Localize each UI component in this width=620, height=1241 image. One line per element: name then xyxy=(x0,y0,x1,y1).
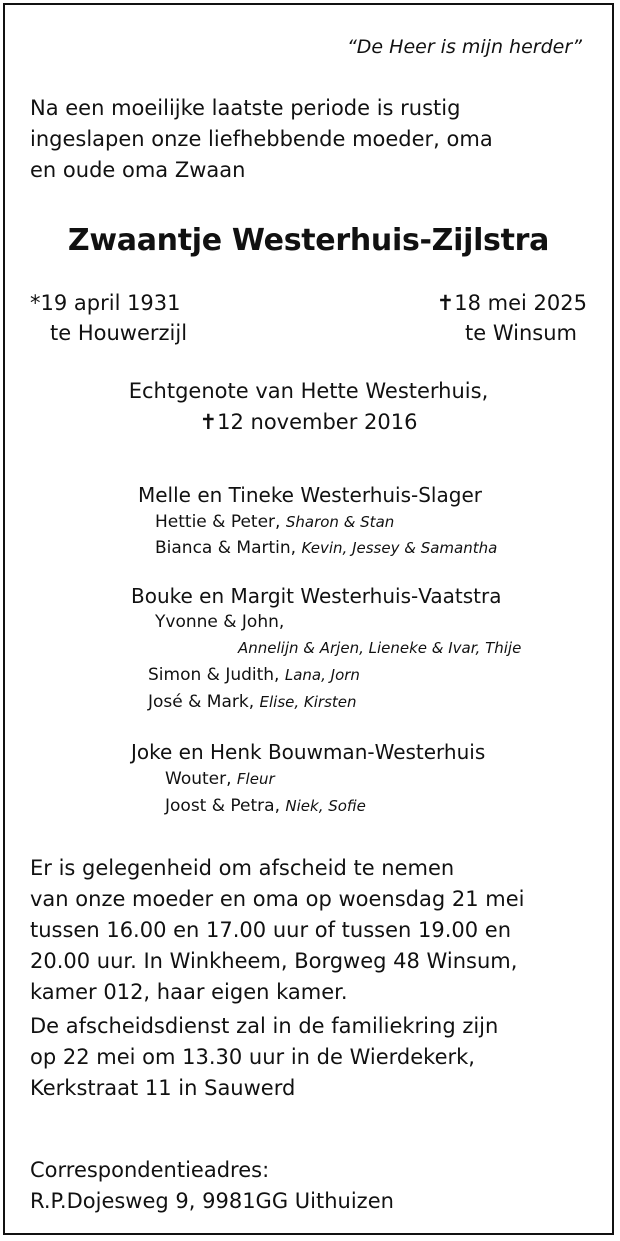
grandchildren: Kevin, Jessey & Samantha xyxy=(301,539,498,557)
service-line: Kerkstraat 11 in Sauwerd xyxy=(30,1076,296,1100)
birth-date: *19 april 1931 xyxy=(30,291,181,315)
family-member xyxy=(155,512,394,532)
parents: José & Mark, xyxy=(148,692,255,712)
grandchildren: Lana, Jorn xyxy=(284,666,360,684)
intro-text xyxy=(30,93,493,186)
correspondence-address: R.P.Dojesweg 9, 9981GG Uithuizen xyxy=(30,1189,394,1213)
family-member xyxy=(165,769,275,789)
parents: Simon & Judith, xyxy=(148,665,280,685)
intro-line: Na een moeilijke laatste periode is rustig xyxy=(30,96,461,120)
parents: Hettie & Peter, xyxy=(155,512,281,532)
grandchildren: Niek, Sofie xyxy=(285,797,366,815)
grandchildren: Annelijn & Arjen, Lieneke & Ivar, Thije xyxy=(238,639,522,657)
farewell-line: 20.00 uur. In Winkheem, Borgweg 48 Winsum, xyxy=(30,949,518,973)
family-member-parents: Yvonne & John, xyxy=(155,612,285,632)
correspondence-label: Correspondentieadres: xyxy=(30,1158,270,1182)
parents: Wouter, xyxy=(165,769,232,789)
family-head: Bouke en Margit Westerhuis‑Vaatstra xyxy=(131,584,502,608)
spouse-death-date: ✝12 november 2016 xyxy=(199,410,418,434)
birth-place: te Houwerzijl xyxy=(50,321,188,345)
service-text xyxy=(30,1011,498,1104)
farewell-text xyxy=(30,853,524,1008)
grandchildren: Elise, Kirsten xyxy=(259,693,357,711)
grandchildren: Sharon & Stan xyxy=(285,513,395,531)
spouse-line: Echtgenote van Hette Westerhuis, xyxy=(128,379,489,403)
farewell-line: Er is gelegenheid om afscheid te nemen xyxy=(30,856,455,880)
death-date: ✝18 mei 2025 xyxy=(436,291,587,315)
motto: “De Heer is mijn herder” xyxy=(346,36,582,58)
farewell-line: kamer 012, haar eigen kamer. xyxy=(30,980,348,1004)
farewell-line: van onze moeder en oma op woensdag 21 mei xyxy=(30,887,525,911)
parents: Bianca & Martin, xyxy=(155,538,297,558)
family-head: Melle en Tineke Westerhuis‑Slager xyxy=(138,483,482,507)
service-line: De afscheidsdienst zal in de familiekring zijn xyxy=(30,1014,499,1038)
intro-line: ingeslapen onze liefhebbende moeder, oma xyxy=(30,127,493,151)
parents: Joost & Petra, xyxy=(165,796,280,816)
deceased-name: Zwaantje Westerhuis‑Zijlstra xyxy=(67,223,550,258)
death-notice xyxy=(3,3,614,1235)
death-place: te Winsum xyxy=(465,321,577,345)
family-member xyxy=(165,796,366,816)
family-head: Joke en Henk Bouwman‑Westerhuis xyxy=(131,740,486,764)
service-line: op 22 mei om 13.30 uur in de Wierdekerk, xyxy=(30,1045,475,1069)
correspondence xyxy=(30,1155,394,1217)
intro-line: en oude oma Zwaan xyxy=(30,158,246,182)
farewell-line: tussen 16.00 en 17.00 uur of tussen 19.00 en xyxy=(30,918,512,942)
family-member xyxy=(155,538,497,558)
grandchildren: Fleur xyxy=(236,770,275,788)
family-member xyxy=(148,692,357,712)
family-member xyxy=(148,665,360,685)
